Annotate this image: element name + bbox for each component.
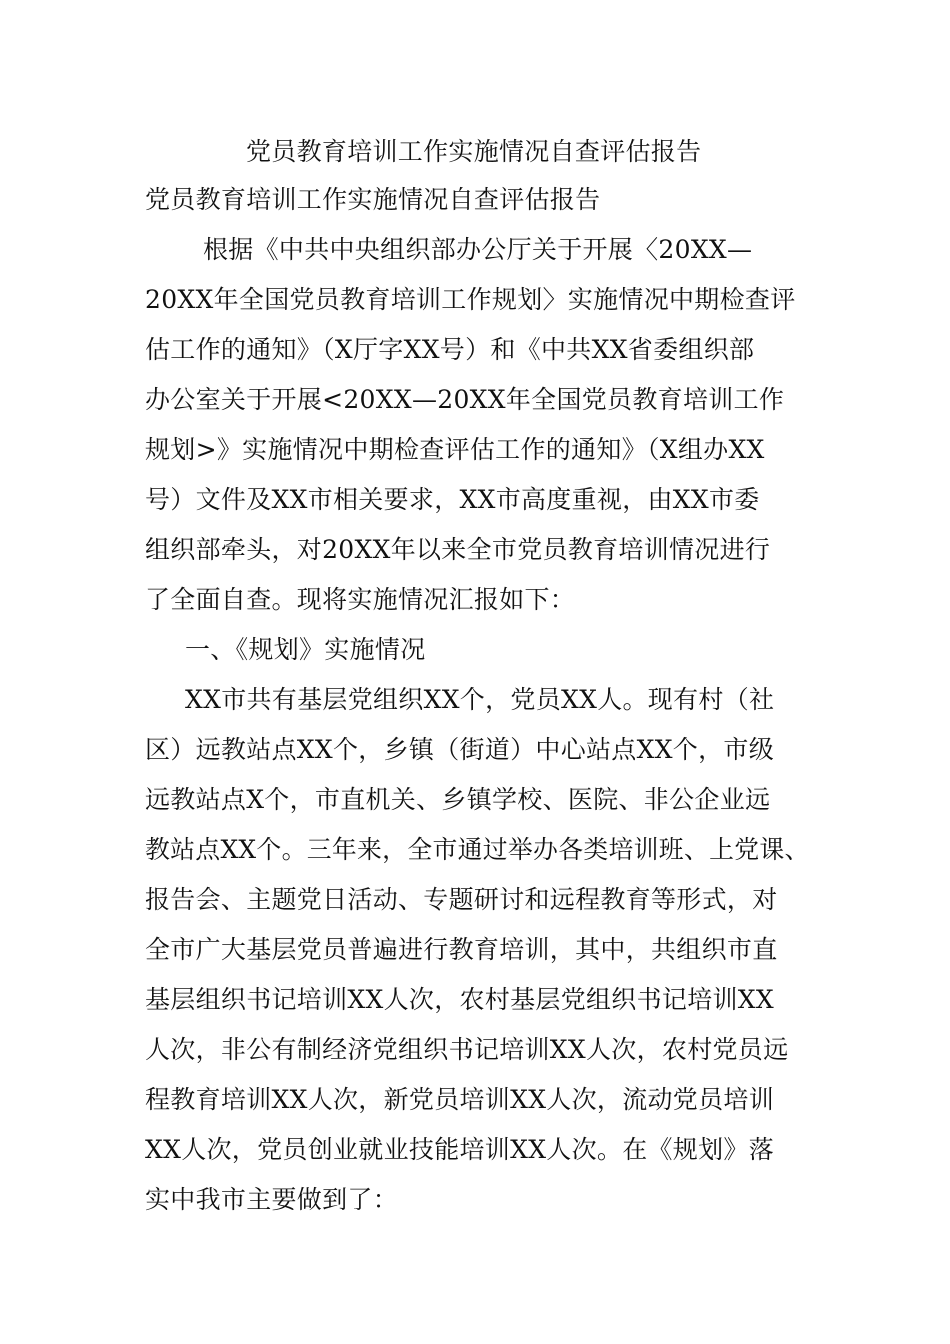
paragraph-line: 全市广大基层党员普遍进行教育培训，其中，共组织市直 xyxy=(145,935,778,964)
paragraph-line: 区）远教站点XX个，乡镇（街道）中心站点XX个，市级 xyxy=(145,735,774,764)
paragraph-line: 人次，非公有制经济党组织书记培训XX人次，农村党员远 xyxy=(145,1035,789,1064)
paragraph-line: 教站点XX个。三年来，全市通过举办各类培训班、上党课、 xyxy=(145,835,810,864)
paragraph-line: 估工作的通知》（X厅字XX号）和《中共XX省委组织部 xyxy=(145,335,755,364)
paragraph-line: 号）文件及XX市相关要求，XX市高度重视，由XX市委 xyxy=(145,485,760,514)
paragraph-line: XX市共有基层党组织XX个，党员XX人。现有村（社 xyxy=(185,685,775,714)
paragraph-line: 20XX年全国党员教育培训工作规划〉实施情况中期检查评 xyxy=(145,285,796,314)
paragraph-line: 办公室关于开展<20XX—20XX年全国党员教育培训工作 xyxy=(145,385,785,414)
document-subtitle: 党员教育培训工作实施情况自查评估报告 xyxy=(145,185,601,214)
paragraph-line: 报告会、主题党日活动、专题研讨和远程教育等形式，对 xyxy=(145,885,778,914)
paragraph-line: 实中我市主要做到了： xyxy=(145,1185,399,1214)
section-heading: 一、《规划》实施情况 xyxy=(185,635,426,664)
paragraph-line: 程教育培训XX人次，新党员培训XX人次，流动党员培训 xyxy=(145,1085,774,1114)
paragraph-line: 基层组织书记培训XX人次，农村基层党组织书记培训XX xyxy=(145,985,774,1014)
paragraph-line: 了全面自查。现将实施情况汇报如下： xyxy=(145,585,576,614)
paragraph-line: XX人次，党员创业就业技能培训XX人次。在《规划》落 xyxy=(145,1135,774,1164)
document-title: 党员教育培训工作实施情况自查评估报告 xyxy=(246,137,702,166)
paragraph-line: 根据《中共中央组织部办公厅关于开展〈20XX— xyxy=(203,235,753,264)
paragraph-line: 组织部牵头，对20XX年以来全市党员教育培训情况进行 xyxy=(145,535,771,564)
paragraph-line: 规划>》实施情况中期检查评估工作的通知》（X组办XX xyxy=(145,435,765,464)
paragraph-line: 远教站点X个，市直机关、乡镇学校、医院、非公企业远 xyxy=(145,785,771,814)
